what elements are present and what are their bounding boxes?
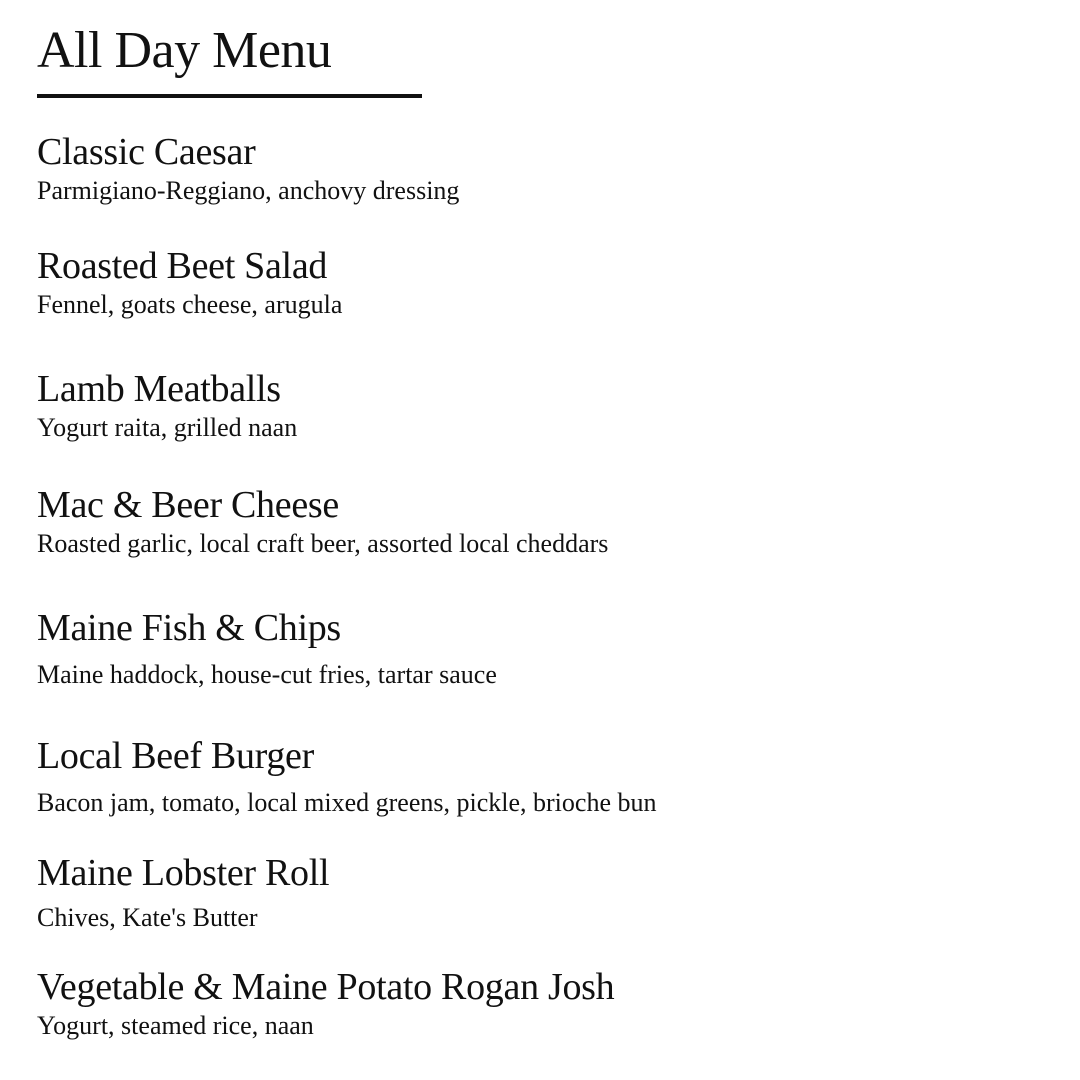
menu-item-maine-fish-chips — [37, 606, 1037, 690]
menu-item-description: Maine haddock, house-cut fries, tartar sauce — [37, 660, 497, 689]
menu-item-name: Classic Caesar — [37, 131, 256, 173]
menu-item-maine-lobster-roll — [37, 851, 1037, 933]
menu-title: All Day Menu — [37, 22, 332, 79]
menu-item-vegetable-rogan-josh — [37, 965, 1037, 1041]
menu-item-roasted-beet-salad — [37, 244, 1037, 320]
menu-item-local-beef-burger — [37, 734, 1037, 818]
menu-item-name: Maine Fish & Chips — [37, 607, 341, 649]
menu-item-description: Roasted garlic, local craft beer, assorted local cheddars — [37, 529, 609, 558]
menu-item-description: Yogurt, steamed rice, naan — [37, 1011, 314, 1040]
title-underline — [37, 94, 422, 98]
menu-item-description: Chives, Kate's Butter — [37, 903, 258, 932]
menu-item-name: Local Beef Burger — [37, 735, 314, 777]
menu-item-lamb-meatballs — [37, 367, 1037, 443]
menu-item-name: Maine Lobster Roll — [37, 852, 330, 894]
menu-item-classic-caesar — [37, 130, 1037, 206]
menu-item-description: Yogurt raita, grilled naan — [37, 413, 298, 442]
menu-item-description: Bacon jam, tomato, local mixed greens, pickle, brioche bun — [37, 788, 657, 817]
menu-item-name: Lamb Meatballs — [37, 368, 281, 410]
menu-item-name: Vegetable & Maine Potato Rogan Josh — [37, 966, 615, 1008]
menu-item-mac-beer-cheese — [37, 483, 1037, 559]
menu-item-name: Roasted Beet Salad — [37, 245, 328, 287]
menu-item-name: Mac & Beer Cheese — [37, 484, 339, 526]
menu-item-description: Fennel, goats cheese, arugula — [37, 290, 343, 319]
menu-item-description: Parmigiano-Reggiano, anchovy dressing — [37, 176, 460, 205]
